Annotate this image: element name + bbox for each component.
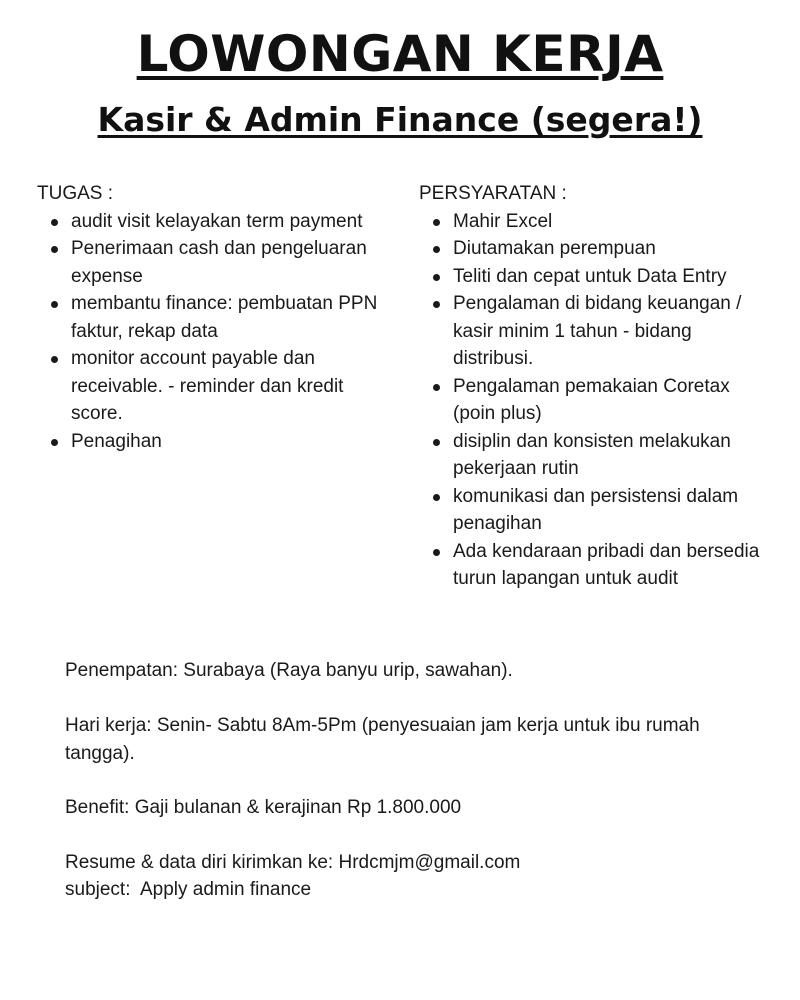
tugas-heading: TUGAS : [37, 183, 114, 204]
working-hours-info: Hari kerja: Senin- Sabtu 8Am-5Pm (penyesuaian jam kerja untuk ibu rumah tangga). [65, 715, 700, 764]
placement-info: Penempatan: Surabaya (Raya banyu urip, sawahan). [65, 660, 513, 681]
job-position-subtitle: Kasir & Admin Finance (segera!) [97, 100, 703, 139]
persyaratan-item: Diutamakan perempuan [419, 235, 769, 263]
persyaratan-item: Ada kendaraan pribadi dan bersedia turun lapangan untuk audit [419, 538, 769, 593]
persyaratan-section [419, 180, 769, 593]
page-title: LOWONGAN KERJA [136, 25, 664, 83]
resume-contact-info: Resume & data diri kirimkan ke: Hrdcmjm@gmail.com [65, 852, 521, 873]
persyaratan-list [419, 208, 769, 593]
persyaratan-item: Pengalaman pemakaian Coretax (poin plus) [419, 373, 769, 428]
tugas-section [37, 180, 382, 455]
persyaratan-item: Mahir Excel [419, 208, 769, 236]
persyaratan-item: Pengalaman di bidang keuangan / kasir minim 1 tahun - bidang distribusi. [419, 290, 769, 373]
tugas-item: monitor account payable dan receivable. - reminder dan kredit score. [37, 345, 382, 428]
tugas-item: Penerimaan cash dan pengeluaran expense [37, 235, 382, 290]
persyaratan-item: disiplin dan konsisten melakukan pekerjaan rutin [419, 428, 769, 483]
tugas-list [37, 208, 382, 456]
email-subject-info: subject: Apply admin finance [65, 879, 312, 900]
persyaratan-item: Teliti dan cepat untuk Data Entry [419, 263, 769, 291]
benefit-info: Benefit: Gaji bulanan & kerajinan Rp 1.800.000 [65, 797, 462, 818]
persyaratan-heading: PERSYARATAN : [419, 183, 567, 204]
tugas-item: Penagihan [37, 428, 382, 456]
tugas-item: membantu finance: pembuatan PPN faktur, rekap data [37, 290, 382, 345]
persyaratan-item: komunikasi dan persistensi dalam penagihan [419, 483, 769, 538]
tugas-item: audit visit kelayakan term payment [37, 208, 382, 236]
